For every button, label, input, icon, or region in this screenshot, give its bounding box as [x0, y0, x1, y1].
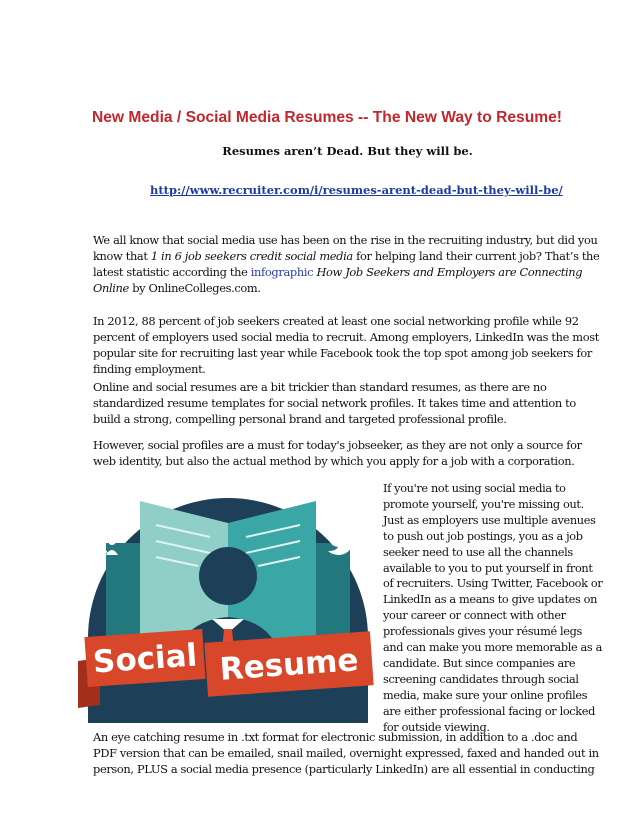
paragraph-5: An eye catching resume in .txt format for electronic submission, in addition to a .doc and PDF version that can be emailed, snail mailed, overnight expressed, faxed and handed out in person, PLUS a social media presence (particularly LinkedIn) are all essential in conducting	[93, 730, 599, 776]
paragraph-4: However, social profiles are a must for today's jobseeker, as they are not only a source for web identity, but also the actual method by which you apply for a job with a corporation.	[93, 438, 582, 468]
italic-stat: 1 in 6 job seekers credit social media	[150, 249, 353, 263]
paragraph-1: We all know that social media use has been on the rise in the recruiting industry, but did you know that 1 in 6 job seekers credit social media for helping land their current job? That’s the latest statistic according the infographic How Job Seekers and Employers are Connecting Online by OnlineColleges.com.	[93, 233, 600, 295]
twitter-bird-icon	[328, 535, 358, 555]
paragraph-2: In 2012, 88 percent of job seekers created at least one social networking profile while 92 percent of employers used social media to recruit. Among employers, LinkedIn was the most popular site for recruiting last year while Facebook took the top spot among job seekers for finding employment.	[93, 314, 599, 376]
infographic-link[interactable]: infographic	[250, 265, 314, 279]
document-subtitle: Resumes aren’t Dead. But they will be.	[222, 144, 473, 158]
social-resume-graphic	[78, 483, 378, 723]
banner-word-social: Social	[91, 637, 199, 681]
document-title: New Media / Social Media Resumes -- The New Way to Resume!	[92, 109, 562, 126]
people-icon	[92, 532, 118, 555]
italic-infographic-title: How Job Seekers and Employers are Connecting Online	[93, 265, 583, 295]
side-paragraph: If you're not using social media to promote yourself, you're missing out. Just as employers use multiple avenues to push out job postings, you as a job seeker need to use all the channels available to you to put yourself in front of recruiters. Using Twitter, Facebook or LinkedIn as a means to give updates on your career or connect with other professionals gives your résumé legs and can make you more memorable as a candidate. But since companies are screening candidates through social media, make sure your online profiles are either professional facing or locked for outside viewing.	[383, 482, 603, 734]
source-link[interactable]: http://www.recruiter.com/i/resumes-arent-dead-but-they-will-be/	[150, 183, 563, 197]
paragraph-3: Online and social resumes are a bit trickier than standard resumes, as there are no standardized resume templates for social network profiles. It takes time and attention to build a strong, compelling personal brand and targeted professional profile.	[93, 380, 576, 426]
banner-word-resume: Resume	[218, 642, 360, 688]
